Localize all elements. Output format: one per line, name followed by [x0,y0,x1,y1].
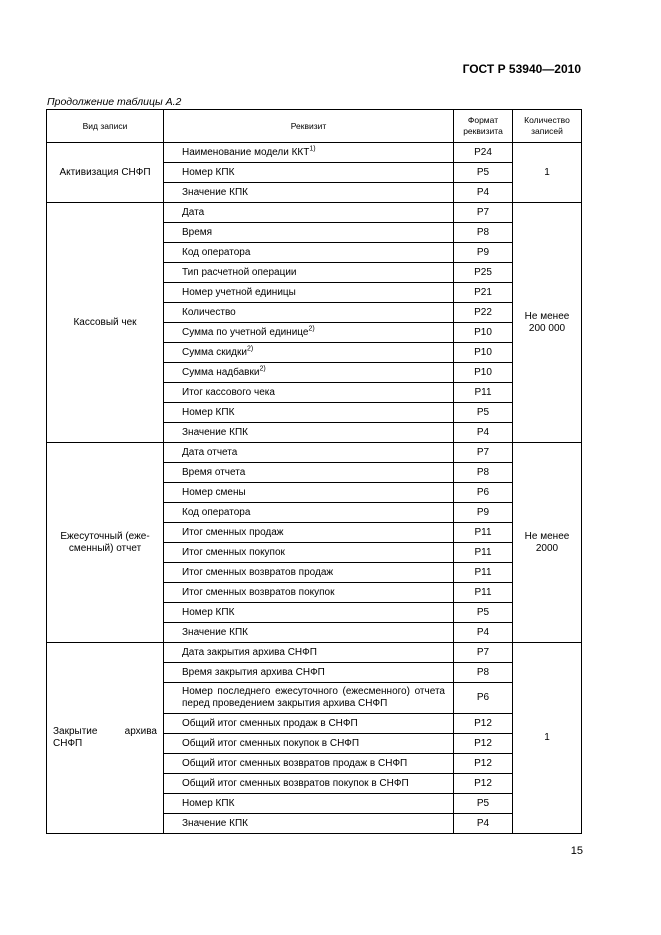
field-name-cell [164,543,454,563]
format-cell: P9 [454,503,513,523]
table-row [47,643,582,663]
field-name-cell [164,263,454,283]
format-cell: P10 [454,363,513,383]
field-name: Итог сменных покупок [182,546,285,558]
field-name-cell [164,143,454,163]
field-name: Общий итог сменных возвратов продаж в СНФП [182,757,408,769]
field-name: Итог кассового чека [182,386,275,398]
table-row [47,143,582,163]
record-count-cell: 1 [513,643,582,834]
field-name-cell [164,223,454,243]
format-cell: P11 [454,383,513,403]
format-cell: P11 [454,523,513,543]
format-cell: P6 [454,483,513,503]
table-body [47,143,582,834]
field-name: Номер последнего ежесуточного (ежесменного) отчета перед проведением закрытия архива СНФП [182,686,445,709]
header-format: Формат реквизита [454,110,513,143]
record-type-cell: Закрытие архива СНФП [47,643,164,834]
footnote-mark: 2) [259,365,266,373]
field-name: Значение КПК [182,426,248,438]
field-name: Значение КПК [182,186,248,198]
format-cell: P12 [454,754,513,774]
format-cell: P4 [454,623,513,643]
field-name-cell [164,754,454,774]
field-name-cell [164,423,454,443]
field-name: Дата отчета [182,446,238,458]
field-name: Значение КПК [182,817,248,829]
format-cell: P4 [454,814,513,834]
field-name-cell [164,183,454,203]
footnote-mark: 2) [308,325,315,333]
header-count: Количество записей [513,110,582,143]
field-name: Значение КПК [182,626,248,638]
table-header-row [47,110,582,143]
field-name: Номер учетной единицы [182,286,296,298]
field-name: Общий итог сменных возвратов покупок в СНФП [182,777,409,789]
format-cell: P9 [454,243,513,263]
field-name: Время отчета [182,466,246,478]
format-cell: P7 [454,443,513,463]
field-name-cell [164,443,454,463]
record-count-cell: Не менее 2000 [513,443,582,643]
field-name: Общий итог сменных покупок в СНФП [182,737,360,749]
format-cell: P8 [454,463,513,483]
field-name-cell [164,603,454,623]
format-cell: P7 [454,203,513,223]
format-cell: P5 [454,794,513,814]
record-count-cell: Не менее 200 000 [513,203,582,443]
field-name: Наименование модели ККТ [182,146,310,158]
format-cell: P12 [454,774,513,794]
format-cell: P7 [454,643,513,663]
field-name-cell [164,643,454,663]
footnote-mark: 1) [309,145,316,153]
field-name: Время закрытия архива СНФП [182,666,325,678]
field-name-cell [164,503,454,523]
table-row [47,203,582,223]
format-cell: P12 [454,714,513,734]
field-name-cell [164,583,454,603]
field-name: Сумма по учетной единице [182,326,309,338]
field-name: Сумма скидки [182,346,247,358]
field-name-cell [164,563,454,583]
field-name-cell [164,734,454,754]
field-name-cell [164,323,454,343]
field-name-cell [164,243,454,263]
field-name-cell [164,343,454,363]
table-caption: Продолжение таблицы А.2 [47,96,182,108]
format-cell: P10 [454,323,513,343]
field-name-cell [164,283,454,303]
field-name-cell [164,483,454,503]
format-cell: P4 [454,183,513,203]
field-name-cell [164,383,454,403]
format-cell: P10 [454,343,513,363]
header-record-type: Вид записи [47,110,164,143]
format-cell: P5 [454,163,513,183]
record-type-cell: Ежесуточный (еже- сменный) отчет [47,443,164,643]
format-cell: P6 [454,683,513,714]
field-name: Код оператора [182,246,251,258]
record-count-cell: 1 [513,143,582,203]
field-name-cell [164,163,454,183]
field-name-cell [164,363,454,383]
field-name: Сумма надбавки [182,366,260,378]
field-name-cell [164,814,454,834]
field-name: Дата [182,206,205,218]
record-type-cell: Кассовый чек [47,203,164,443]
format-cell: P12 [454,734,513,754]
field-name: Дата закрытия архива СНФП [182,646,317,658]
field-name: Итог сменных возвратов продаж [182,566,334,578]
table-row [47,443,582,463]
format-cell: P25 [454,263,513,283]
format-cell: P24 [454,143,513,163]
field-name-cell [164,523,454,543]
document-code: ГОСТ Р 53940—2010 [462,62,581,76]
records-table [46,109,582,834]
field-name: Итог сменных продаж [182,526,284,538]
field-name-cell [164,683,454,714]
record-type-cell: Активизация СНФП [47,143,164,203]
field-name: Итог сменных возвратов покупок [182,586,335,598]
field-name: Номер КПК [182,166,235,178]
format-cell: P8 [454,223,513,243]
format-cell: P11 [454,563,513,583]
format-cell: P5 [454,403,513,423]
field-name-cell [164,463,454,483]
field-name-cell [164,714,454,734]
field-name-cell [164,794,454,814]
field-name: Общий итог сменных продаж в СНФП [182,717,358,729]
field-name-cell [164,403,454,423]
format-cell: P5 [454,603,513,623]
field-name: Номер смены [182,486,246,498]
field-name-cell [164,774,454,794]
field-name: Количество [182,306,236,318]
field-name-cell [164,623,454,643]
format-cell: P22 [454,303,513,323]
format-cell: P11 [454,583,513,603]
header-field: Реквизит [164,110,454,143]
field-name-cell [164,203,454,223]
field-name: Время [182,226,213,238]
field-name: Тип расчетной операции [182,266,297,278]
field-name: Код оператора [182,506,251,518]
format-cell: P4 [454,423,513,443]
page-number: 15 [570,845,583,857]
format-cell: P8 [454,663,513,683]
field-name-cell [164,663,454,683]
field-name: Номер КПК [182,606,235,618]
format-cell: P21 [454,283,513,303]
field-name: Номер КПК [182,797,235,809]
field-name: Номер КПК [182,406,235,418]
format-cell: P11 [454,543,513,563]
footnote-mark: 2) [246,345,254,353]
field-name-cell [164,303,454,323]
